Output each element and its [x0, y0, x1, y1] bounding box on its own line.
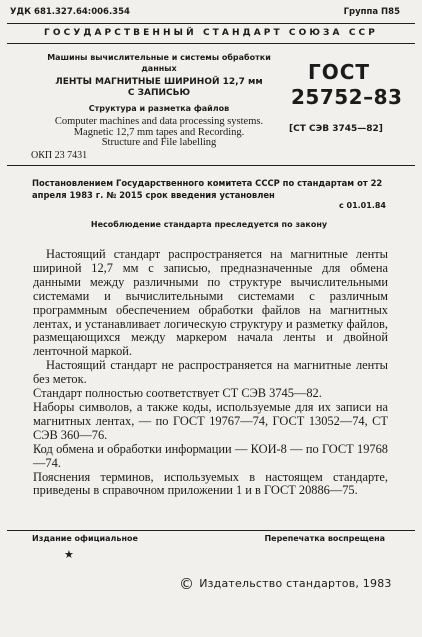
gost-label: ГОСТ	[308, 60, 371, 84]
group-code: Группа П85	[343, 7, 400, 17]
title-line: ЛЕНТЫ МАГНИТНЫЕ ШИРИНОЙ 12,7 мм	[55, 77, 263, 87]
standard-title	[28, 77, 290, 99]
government-standard-heading: ГОСУДАРСТВЕННЫЙ СТАНДАРТ СОЮЗА ССР	[44, 28, 378, 38]
udk-code: УДК 681.327.64:006.354	[10, 7, 130, 17]
publisher-name: Издательство стандартов, 1983	[199, 577, 392, 590]
standard-subtitle: Структура и разметка файлов	[88, 104, 230, 113]
standard-body	[33, 248, 388, 498]
body-paragraph: Настоящий стандарт не распространяется на магнитные ленты без меток.	[33, 358, 388, 387]
top-rule	[7, 23, 415, 24]
body-paragraph: Стандарт полностью соответствует СТ СЭВ 3745—82.	[33, 386, 322, 401]
copyright-icon: ©	[179, 575, 195, 593]
decree-text: Постановлением Государственного комитета СССР по стандартам от 22 апреля 1983 г. № 2015 срок введения установлен	[32, 178, 383, 200]
heading-rule	[7, 43, 415, 44]
category-line: данных	[141, 64, 177, 73]
sev-reference: [СТ СЭВ 3745—82]	[289, 124, 383, 134]
legal-warning: Несоблюдение стандарта преследуется по закону	[90, 220, 328, 229]
reprint-prohibited-label: Перепечатка воспрещена	[264, 534, 385, 543]
official-edition-label: Издание официальное	[32, 534, 138, 543]
english-line: Structure and File labelling	[101, 137, 217, 148]
english-line: Magnetic 12,7 mm tapes and Recording.	[73, 126, 245, 138]
footer-rule	[7, 530, 415, 531]
effective-date: с 01.01.84	[338, 201, 386, 210]
decree-rule	[7, 165, 415, 166]
english-line: Computer machines and data processing systems.	[54, 116, 264, 127]
gost-number: 25752–83	[291, 85, 403, 109]
publisher-copyright	[179, 575, 392, 593]
body-paragraph: Наборы символов, а также коды, используемые для их записи на магнитных лентах, — по ГОСТ 19767—74, ГОСТ 13052—74, СТ СЭВ 360—76.	[33, 399, 388, 442]
title-line: С ЗАПИСЬЮ	[127, 88, 191, 98]
body-paragraph: Настоящий стандарт распространяется на магнитные ленты шириной 12,7 мм с записью, предназначенные для обмена данными между различными по структуре вычислительными системами и вычислительными системами с различным программным обеспечением обработки файлов на магнитных лентах, и устанавливает логическую структуру и разметку файлов, размещающихся между маркером начала ленты и двойной ленточной маркой.	[33, 247, 388, 359]
body-paragraph: Код обмена и обработки информации — КОИ-8 — по ГОСТ 19768—74.	[33, 441, 388, 470]
okp-code: ОКП 23 7431	[31, 150, 88, 161]
category-line: Машины вычислительные и системы обработки	[47, 53, 271, 62]
standard-category	[28, 52, 290, 74]
english-title	[28, 117, 290, 149]
body-paragraph: Пояснения терминов, используемых в настоящем стандарте, приведены в справочном приложении 1 и в ГОСТ 20886—75.	[33, 469, 388, 498]
star-icon: ★	[64, 549, 74, 561]
